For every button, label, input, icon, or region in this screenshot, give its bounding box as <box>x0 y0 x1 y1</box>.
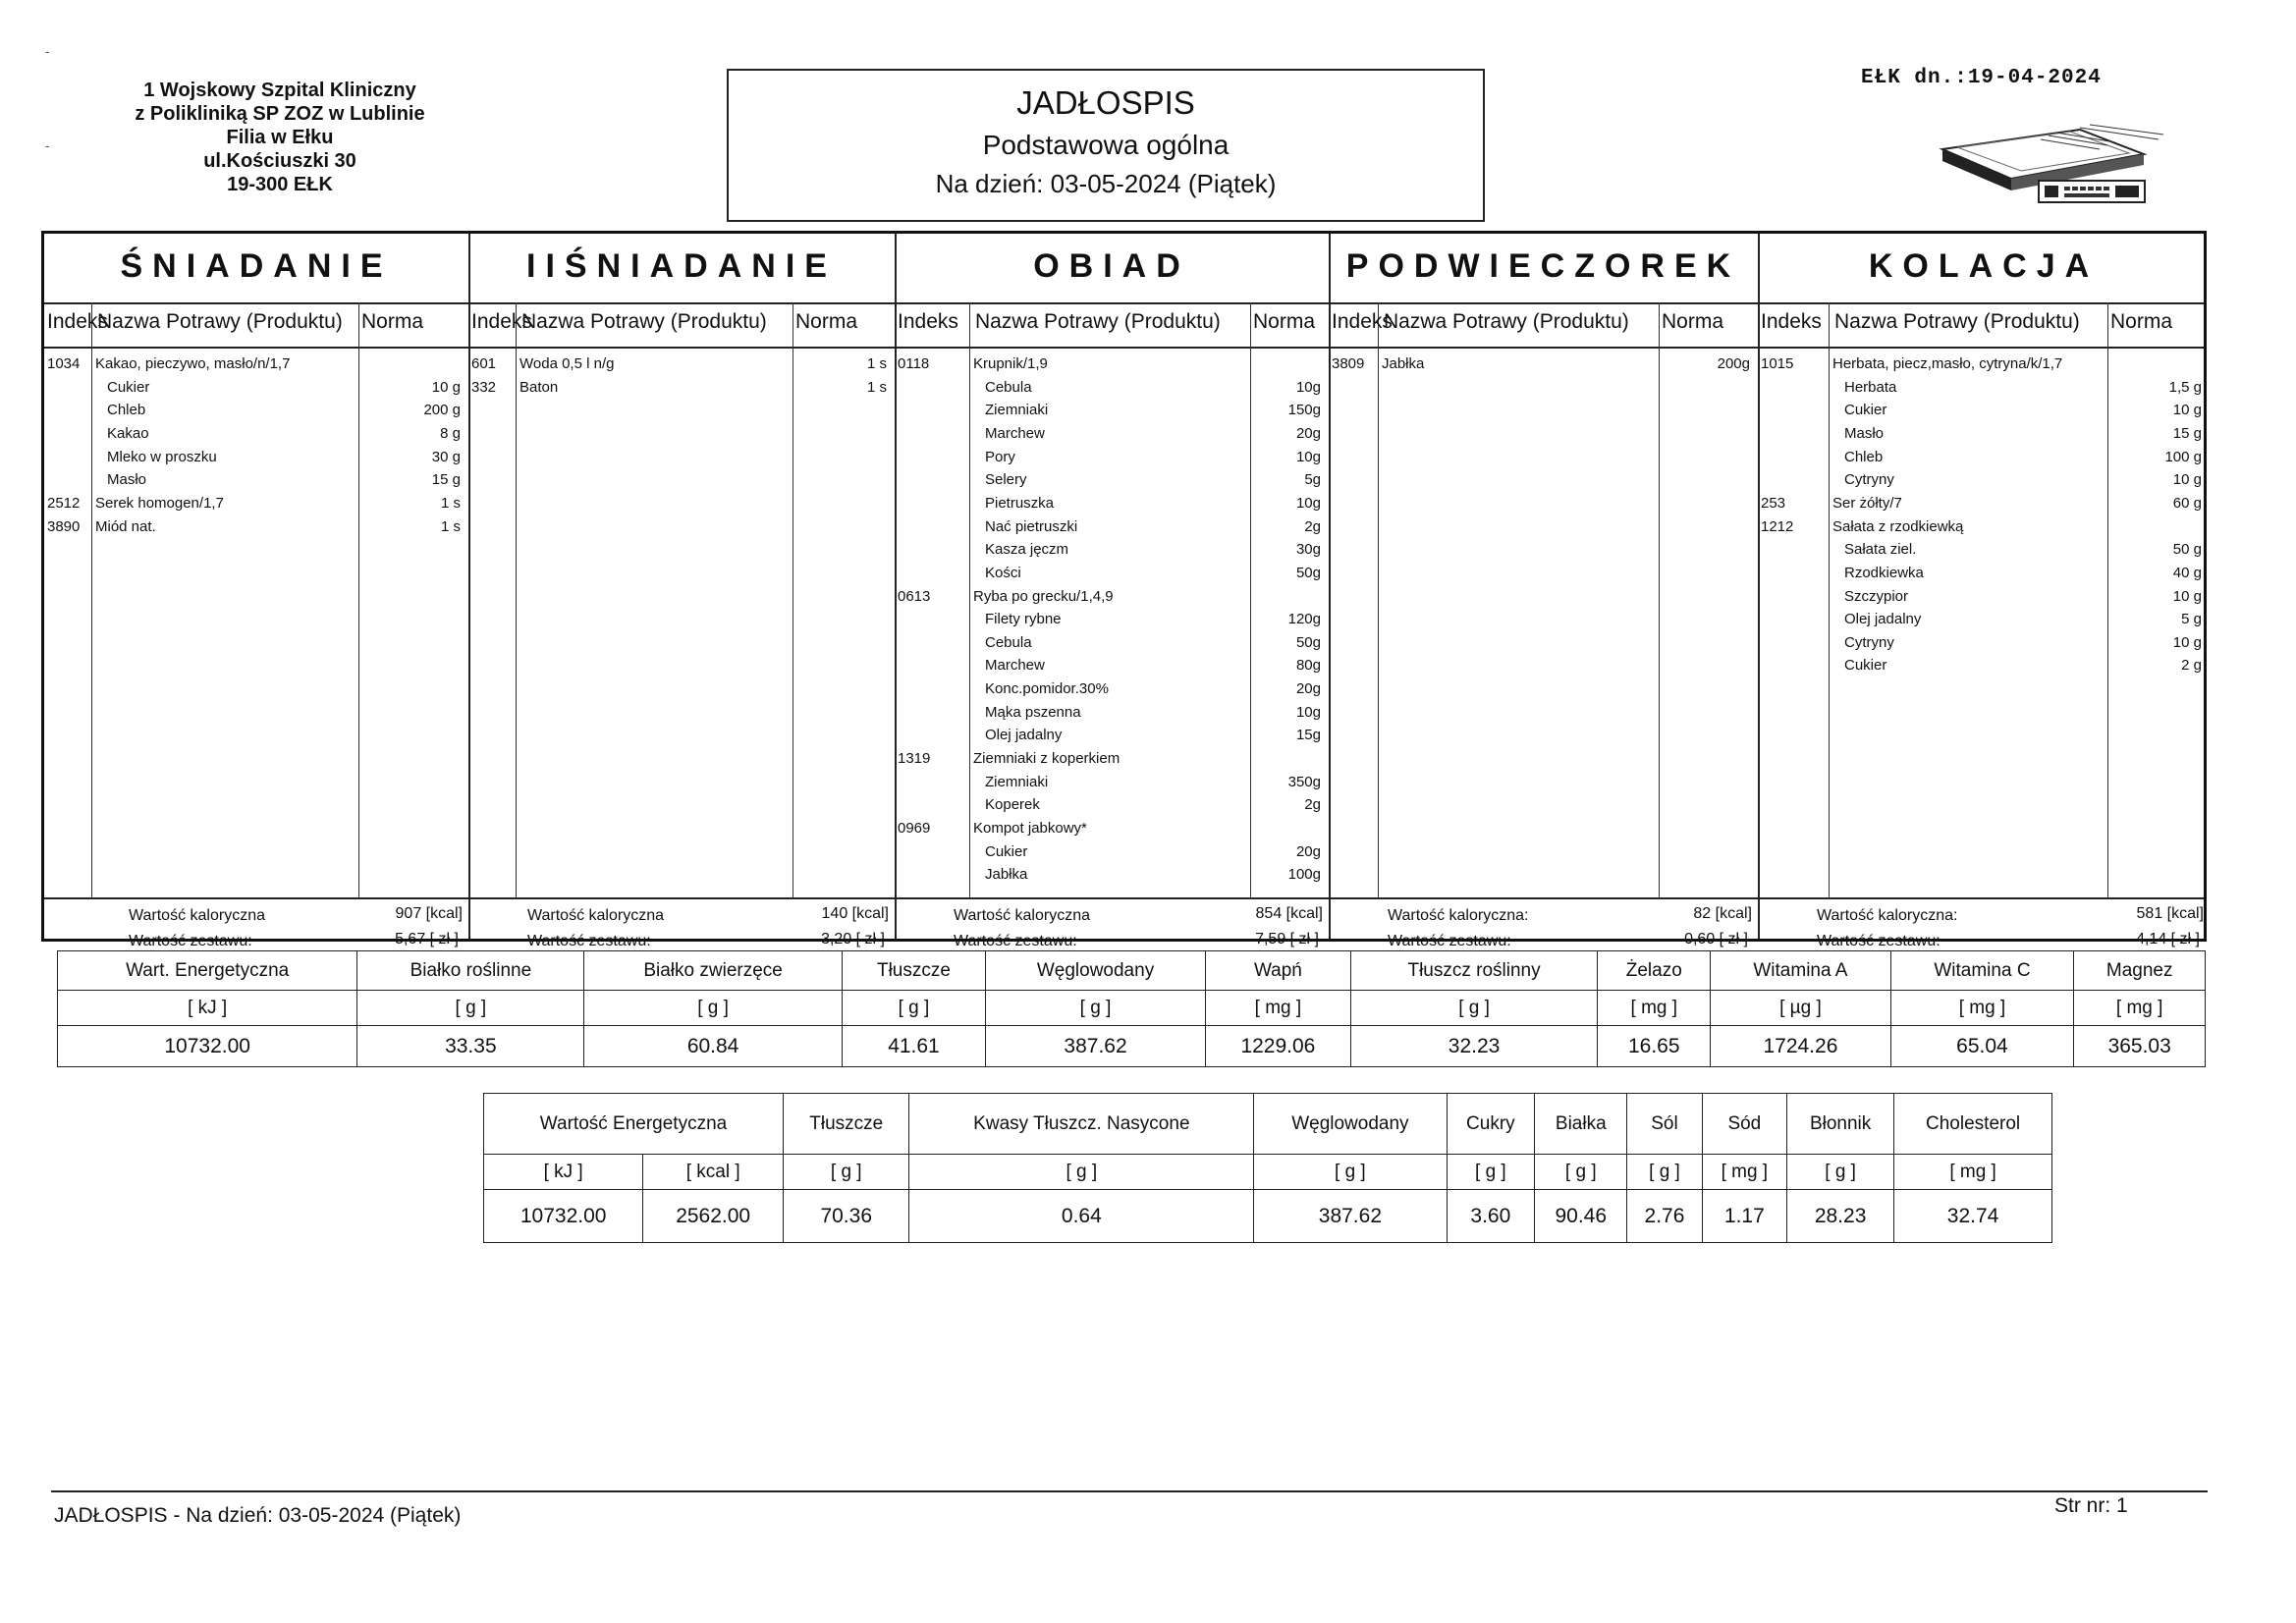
item-norm: 20g <box>1295 424 1321 442</box>
nutrition1-header: Żelazo <box>1598 951 1711 991</box>
item-norm: 200g <box>1717 355 1750 372</box>
item-index: 0118 <box>898 355 930 372</box>
footer-divider <box>51 1490 2208 1492</box>
item-name: Masło <box>1844 424 1885 442</box>
meal-title-afternoon-snack: PODWIECZOREK <box>1345 247 1741 285</box>
item-norm: 15 g <box>431 471 461 489</box>
item-index: 1034 <box>47 355 81 372</box>
set-cost-label: Wartość zestawu: <box>129 933 252 949</box>
item-norm: 10 g <box>2172 633 2202 651</box>
item-index: 0613 <box>898 587 931 605</box>
nutrition1-value: 10732.00 <box>58 1026 357 1067</box>
calorie-value: 82 [kcal] <box>1693 905 1752 922</box>
item-norm: 120g <box>1287 611 1321 628</box>
column-header-index: Indeks <box>1761 310 1822 333</box>
item-norm: 10 g <box>2172 402 2202 419</box>
column-divider <box>1659 302 1660 897</box>
nutrition2-header: Cukry <box>1447 1094 1535 1155</box>
set-cost-label: Wartość zestawu: <box>527 933 651 949</box>
item-name: Filety rybne <box>985 611 1062 628</box>
item-norm: 10g <box>1295 448 1321 465</box>
column-header-name: Nazwa Potrawy (Produktu) <box>97 310 343 333</box>
calorie-value: 140 [kcal] <box>821 905 889 922</box>
issue-date-stamp: EŁK dn.:19-04-2024 <box>1861 67 2102 89</box>
item-name: Ryba po grecku/1,4,9 <box>973 587 1114 605</box>
hospital-line: z Polikliniką SP ZOZ w Lublinie <box>135 103 425 125</box>
item-norm: 15 g <box>2172 424 2202 442</box>
nutrition2-header: Błonnik <box>1787 1094 1894 1155</box>
menu-table <box>41 231 2207 949</box>
item-norm: 2g <box>1304 517 1321 535</box>
item-name: Kakao <box>107 424 149 442</box>
item-norm: 50 g <box>2172 541 2202 559</box>
item-name: Mleko w proszku <box>107 448 217 465</box>
item-index: 332 <box>471 378 497 396</box>
item-norm: 200 g <box>423 402 461 419</box>
item-name: Sałata z rzodkiewką <box>1832 517 1964 535</box>
item-name: Miód nat. <box>95 517 156 535</box>
item-name: Kości <box>985 564 1021 581</box>
item-norm: 50g <box>1295 564 1321 581</box>
item-norm: 5 g <box>2181 611 2202 628</box>
calorie-value: 854 [kcal] <box>1255 905 1323 922</box>
item-name: Koperek <box>985 796 1040 814</box>
item-name: Pory <box>985 448 1015 465</box>
item-name: Konc.pomidor.30% <box>985 680 1109 698</box>
nutrition2-unit: [ g ] <box>1627 1155 1702 1190</box>
nutrition2-header: Białka <box>1535 1094 1627 1155</box>
meal-title-second-breakfast: IIŚNIADANIE <box>526 247 837 285</box>
item-index: 2512 <box>47 494 81 512</box>
column-divider <box>91 302 92 897</box>
nutrition2-value: 70.36 <box>784 1190 909 1243</box>
nutrition2-value: 0.64 <box>909 1190 1254 1243</box>
calorie-label: Wartość kaloryczna <box>527 907 664 924</box>
item-name: Baton <box>519 378 559 396</box>
nutrition1-unit: [ mg ] <box>1890 991 2074 1026</box>
nutrition1-value: 60.84 <box>584 1026 842 1067</box>
nutrition1-unit: [ mg ] <box>1205 991 1350 1026</box>
nutrition1-header: Witamina A <box>1711 951 1890 991</box>
book-logo-icon <box>1933 110 2168 208</box>
nutrition1-value: 1229.06 <box>1205 1026 1350 1067</box>
column-header-index: Indeks <box>471 310 532 333</box>
nutrition2-unit: [ mg ] <box>1894 1155 2052 1190</box>
item-norm: 100g <box>1287 866 1321 884</box>
column-divider <box>1378 302 1379 897</box>
nutrition2-unit: [ mg ] <box>1702 1155 1786 1190</box>
column-header-index: Indeks <box>47 310 108 333</box>
item-name: Ziemniaki <box>985 773 1049 790</box>
hospital-line: 1 Wojskowy Szpital Kliniczny <box>143 80 416 101</box>
item-norm: 20g <box>1295 680 1321 698</box>
item-norm: 5g <box>1304 471 1321 489</box>
nutrition2-value: 3.60 <box>1447 1190 1535 1243</box>
item-name: Ser żółty/7 <box>1832 494 1902 512</box>
item-norm: 10g <box>1295 378 1321 396</box>
nutrition1-value: 32.23 <box>1350 1026 1597 1067</box>
calorie-label: Wartość kaloryczna <box>954 907 1090 924</box>
item-index: 253 <box>1761 494 1786 512</box>
item-norm: 150g <box>1287 402 1321 419</box>
margin-mark: - <box>45 137 50 153</box>
item-name: Cukier <box>1844 657 1887 675</box>
diet-type: Podstawowa ogólna <box>982 130 1230 160</box>
item-norm: 1 s <box>866 355 887 372</box>
nutrition1-unit: [ µg ] <box>1711 991 1890 1026</box>
menu-date: Na dzień: 03-05-2024 (Piątek) <box>935 169 1277 198</box>
nutrition2-unit: [ g ] <box>1447 1155 1535 1190</box>
item-norm: 40 g <box>2172 564 2202 581</box>
column-header-norm: Norma <box>2110 310 2173 333</box>
nutrition2-header: Tłuszcze <box>784 1094 909 1155</box>
nutrition2-unit: [ g ] <box>1787 1155 1894 1190</box>
nutrition1-value: 65.04 <box>1890 1026 2074 1067</box>
nutrition2-value: 28.23 <box>1787 1190 1894 1243</box>
item-norm: 1,5 g <box>2168 378 2202 396</box>
nutrition2-unit: [ g ] <box>784 1155 909 1190</box>
nutrition2-value: 10732.00 <box>484 1190 643 1243</box>
item-index: 1015 <box>1761 355 1794 372</box>
column-header-index: Indeks <box>1332 310 1393 333</box>
page-number: Str nr: 1 <box>2054 1494 2128 1517</box>
item-index: 1319 <box>898 750 931 768</box>
hospital-address <box>88 79 471 196</box>
document-title: JADŁOSPIS <box>1016 84 1195 121</box>
nutrition2-value: 2.76 <box>1627 1190 1702 1243</box>
nutrition1-header: Witamina C <box>1890 951 2074 991</box>
nutrition1-value: 365.03 <box>2074 1026 2206 1067</box>
column-header-name: Nazwa Potrawy (Produktu) <box>521 310 767 333</box>
item-norm: 1 s <box>866 378 887 396</box>
column-header-norm: Norma <box>1662 310 1724 333</box>
item-name: Cebula <box>985 378 1032 396</box>
set-cost-label: Wartość zestawu: <box>1388 933 1511 949</box>
nutrition1-value: 33.35 <box>357 1026 584 1067</box>
column-header-name: Nazwa Potrawy (Produktu) <box>975 310 1221 333</box>
item-index: 1212 <box>1761 517 1794 535</box>
nutrition1-header: Magnez <box>2074 951 2206 991</box>
column-header-norm: Norma <box>1253 310 1316 333</box>
item-norm: 10g <box>1295 494 1321 512</box>
column-divider <box>969 302 970 897</box>
nutrition1-header: Białko roślinne <box>357 951 584 991</box>
column-divider <box>516 302 517 897</box>
item-name: Woda 0,5 l n/g <box>519 355 615 372</box>
item-name: Olej jadalny <box>985 727 1063 744</box>
nutrition1-value: 16.65 <box>1598 1026 1711 1067</box>
meal-title-breakfast: ŚNIADANIE <box>120 247 393 285</box>
hospital-line: ul.Kościuszki 30 <box>203 150 356 172</box>
nutrition1-unit: [ g ] <box>986 991 1206 1026</box>
calorie-label: Wartość kaloryczna <box>129 907 265 924</box>
column-header-norm: Norma <box>361 310 424 333</box>
column-header-name: Nazwa Potrawy (Produktu) <box>1834 310 2080 333</box>
item-name: Chleb <box>107 402 146 419</box>
item-norm: 100 g <box>2164 448 2202 465</box>
calorie-value: 581 [kcal] <box>2136 905 2204 922</box>
item-name: Masło <box>107 471 147 489</box>
item-name: Kasza jęczm <box>985 541 1069 559</box>
nutrition2-unit: [ kcal ] <box>643 1155 784 1190</box>
column-header-norm: Norma <box>795 310 858 333</box>
item-norm: 10 g <box>431 378 461 396</box>
nutrition2-value: 1.17 <box>1702 1190 1786 1243</box>
nutrition1-unit: [ g ] <box>357 991 584 1026</box>
item-name: Cukier <box>985 842 1028 860</box>
hospital-line: 19-300 EŁK <box>227 174 333 195</box>
nutrition2-unit: [ g ] <box>1535 1155 1627 1190</box>
nutrition1-unit: [ g ] <box>842 991 985 1026</box>
item-name: Jabłka <box>1382 355 1425 372</box>
title-box <box>727 69 1485 222</box>
item-norm: 30g <box>1295 541 1321 559</box>
nutrition1-unit: [ kJ ] <box>58 991 357 1026</box>
calorie-label: Wartość kaloryczna: <box>1388 907 1529 924</box>
nutrition1-value: 387.62 <box>986 1026 1206 1067</box>
nutrition1-header: Węglowodany <box>986 951 1206 991</box>
item-norm: 60 g <box>2172 494 2202 512</box>
item-norm: 15g <box>1295 727 1321 744</box>
item-name: Cukier <box>1844 402 1887 419</box>
set-cost-value: 7,59 [ zł ] <box>1255 931 1319 947</box>
footer-title: JADŁOSPIS - Na dzień: 03-05-2024 (Piątek) <box>54 1504 462 1527</box>
nutrition2-header: Cholesterol <box>1894 1094 2052 1155</box>
column-header-index: Indeks <box>898 310 958 333</box>
nutrition1-unit: [ g ] <box>1350 991 1597 1026</box>
nutrition2-unit: [ g ] <box>1254 1155 1447 1190</box>
item-norm: 8 g <box>440 424 461 442</box>
nutrition-table-main <box>57 950 2206 1067</box>
meal-title-supper: KOLACJA <box>1868 247 2100 285</box>
nutrition2-value: 32.74 <box>1894 1190 2052 1243</box>
item-name: Cebula <box>985 633 1032 651</box>
item-index: 601 <box>471 355 497 372</box>
set-cost-value: 5,67 [ zł ] <box>395 931 459 947</box>
nutrition2-header: Sód <box>1702 1094 1786 1155</box>
calorie-label: Wartość kaloryczna: <box>1817 907 1958 924</box>
item-norm: 2g <box>1304 796 1321 814</box>
item-name: Cytryny <box>1844 471 1894 489</box>
item-name: Ziemniaki z koperkiem <box>973 750 1121 768</box>
item-name: Herbata, piecz,masło, cytryna/k/1,7 <box>1832 355 2063 372</box>
item-name: Olej jadalny <box>1844 611 1922 628</box>
nutrition2-value: 90.46 <box>1535 1190 1627 1243</box>
nutrition1-unit: [ g ] <box>584 991 842 1026</box>
item-norm: 10 g <box>2172 587 2202 605</box>
nutrition1-value: 1724.26 <box>1711 1026 1890 1067</box>
nutrition1-unit: [ mg ] <box>2074 991 2206 1026</box>
nutrition1-header: Wart. Energetyczna <box>58 951 357 991</box>
item-name: Herbata <box>1844 378 1897 396</box>
nutrition2-value: 387.62 <box>1254 1190 1447 1243</box>
nutrition2-header-energy: Wartość Energetyczna <box>484 1094 784 1155</box>
item-norm: 20g <box>1295 842 1321 860</box>
nutrition1-header: Tłuszcze <box>842 951 985 991</box>
item-name: Serek homogen/1,7 <box>95 494 224 512</box>
nutrition2-unit: [ kJ ] <box>484 1155 643 1190</box>
item-name: Cytryny <box>1844 633 1894 651</box>
nutrition2-header: Kwasy Tłuszcz. Nasycone <box>909 1094 1254 1155</box>
item-name: Cukier <box>107 378 150 396</box>
item-norm: 2 g <box>2181 657 2202 675</box>
set-cost-label: Wartość zestawu: <box>1817 933 1941 949</box>
item-index: 0969 <box>898 820 931 837</box>
item-name: Szczypior <box>1844 587 1909 605</box>
margin-mark: - <box>45 43 50 59</box>
item-norm: 50g <box>1295 633 1321 651</box>
nutrition1-header: Tłuszcz roślinny <box>1350 951 1597 991</box>
nutrition2-header: Węglowodany <box>1254 1094 1447 1155</box>
set-cost-value: 4,14 [ zł ] <box>2136 931 2200 947</box>
item-name: Chleb <box>1844 448 1884 465</box>
item-index: 3890 <box>47 517 81 535</box>
meal-title-lunch: OBIAD <box>1033 247 1190 285</box>
column-divider <box>1829 302 1830 897</box>
item-name: Kompot jabkowy* <box>973 820 1087 837</box>
item-name: Jabłka <box>985 866 1028 884</box>
item-name: Rzodkiewka <box>1844 564 1924 581</box>
item-name: Marchew <box>985 424 1045 442</box>
set-cost-value: 3,20 [ zł ] <box>821 931 885 947</box>
nutrition2-unit: [ g ] <box>909 1155 1254 1190</box>
item-name: Pietruszka <box>985 494 1055 512</box>
nutrition1-unit: [ mg ] <box>1598 991 1711 1026</box>
item-name: Nać pietruszki <box>985 517 1078 535</box>
set-cost-label: Wartość zestawu: <box>954 933 1077 949</box>
nutrition1-value: 41.61 <box>842 1026 985 1067</box>
item-norm: 10g <box>1295 703 1321 721</box>
set-cost-value: 0,60 [ zł ] <box>1684 931 1748 947</box>
calorie-value: 907 [kcal] <box>395 905 463 922</box>
nutrition1-header: Białko zwierzęce <box>584 951 842 991</box>
nutrition1-header: Wapń <box>1205 951 1350 991</box>
item-name: Kakao, pieczywo, masło/n/1,7 <box>95 355 291 372</box>
item-name: Sałata ziel. <box>1844 541 1917 559</box>
column-header-name: Nazwa Potrawy (Produktu) <box>1384 310 1629 333</box>
item-index: 3809 <box>1332 355 1365 372</box>
item-name: Mąka pszenna <box>985 703 1081 721</box>
hospital-line: Filia w Ełku <box>226 127 334 148</box>
nutrition-table-label <box>483 1093 2052 1243</box>
item-norm: 1 s <box>440 494 461 512</box>
item-norm: 30 g <box>431 448 461 465</box>
item-norm: 350g <box>1287 773 1321 790</box>
item-name: Ziemniaki <box>985 402 1049 419</box>
nutrition2-value: 2562.00 <box>643 1190 784 1243</box>
item-name: Selery <box>985 471 1027 489</box>
item-name: Krupnik/1,9 <box>973 355 1048 372</box>
item-norm: 1 s <box>440 517 461 535</box>
item-norm: 10 g <box>2172 471 2202 489</box>
nutrition2-header: Sól <box>1627 1094 1702 1155</box>
item-norm: 80g <box>1295 657 1321 675</box>
item-name: Marchew <box>985 657 1045 675</box>
